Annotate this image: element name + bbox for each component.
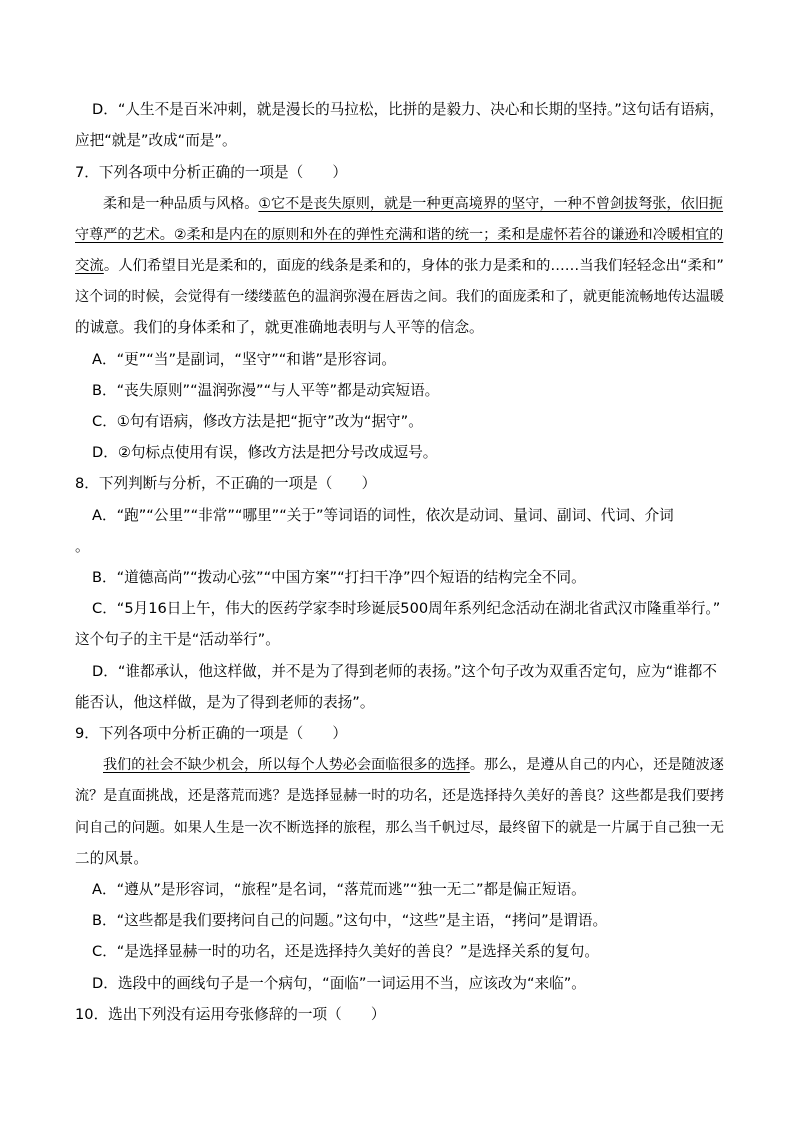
q7-option-c: C．①句有语病，修改方法是把“扼守”改为“据守”。 [92, 413, 423, 430]
q9-underlined-sentence: 我们的社会不缺少机会，所以每个人势必会面临很多的选择 [103, 757, 470, 773]
q8-option-c-line2: 这个句子的主干是“活动举行”。 [75, 631, 280, 648]
q8-option-b: B．“道德高尚”“拨动心弦”“中国方案”“打扫干净”四个短语的结构完全不同。 [92, 569, 586, 586]
q8-option-d-line1: D．“谁都承认，他这样做，并不是为了得到老师的表扬。”这个句子改为双重否定句，应为“谁都不 [92, 663, 717, 680]
q7-option-a: A．“更”“当”是副词，“坚守”“和谐”是形容词。 [92, 351, 396, 368]
q6-option-d-line1: D．“人生不是百米冲刺，就是漫长的马拉松，比拼的是毅力、决心和长期的坚持。”这句话有语病， [92, 101, 724, 118]
q7-passage-line5: 的诚意。我们的身体柔和了，就更准确地表明与人平等的信念。 [75, 319, 484, 336]
q10-stem: 10．选出下列没有运用夸张修辞的一项（ ） [75, 1006, 386, 1023]
q7-passage-line3 [75, 256, 724, 276]
q7-passage-line1 [103, 194, 723, 214]
q7-passage-text: 柔和是一种品质与风格。 [103, 196, 259, 212]
q9-passage-text: 。那么，是遵从自己的内心，还是随波逐 [469, 757, 724, 773]
q7-passage-line2 [75, 225, 723, 245]
q7-passage-line4: 这个词的时候，会觉得有一缕缕蓝色的温润弥漫在唇齿之间。我们的面庞柔和了，就更能流畅地传达温暖 [75, 289, 725, 305]
q6-option-d-line2: 应把“就是”改成“而是”。 [75, 132, 237, 149]
q9-passage-line3: 问自己的问题。如果人生是一次不断选择的旅程，那么当千帆过尽，最终留下的就是一片属于自己独一无 [75, 820, 725, 836]
q8-stem: 8．下列判断与分析，不正确的一项是（ ） [75, 475, 377, 492]
q7-underlined-sentence: 守尊严的艺术。②柔和是内在的原则和外在的弹性充满和谐的统一；柔和是虚怀若谷的谦逊和冷暖相宜的 [75, 227, 724, 243]
q7-option-d: D．②句标点使用有误，修改方法是把分号改成逗号。 [92, 444, 438, 461]
q8-option-c-line1: C．“5月16日上午，伟大的医药学家李时珍诞辰500周年系列纪念活动在湖北省武汉市隆重举行。” [92, 600, 721, 617]
q9-stem: 9．下列各项中分析正确的一项是（ ） [75, 725, 347, 742]
q9-option-c: C．“是选择显赫一时的功名，还是选择持久美好的善良？”是选择关系的复句。 [92, 943, 599, 960]
q7-passage-text: 。人们希望目光是柔和的，面庞的线条是柔和的，身体的张力是柔和的……当我们轻轻念出“柔和” [103, 258, 724, 274]
q9-passage-line1 [103, 755, 724, 775]
q9-passage-line2: 流？是直面挑战，还是落荒而逃？是选择显赫一时的功名，还是选择持久美好的善良？这些都是我们要拷 [75, 788, 725, 804]
q9-option-d: D．选段中的画线句子是一个病句，“面临”一词运用不当，应该改为“来临”。 [92, 975, 586, 992]
q9-option-b: B．“这些都是我们要拷问自己的问题。”这句中，“这些”是主语，“拷问”是谓语。 [92, 912, 608, 929]
q7-option-b: B．“丧失原则”“温润弥漫”“与人平等”都是动宾短语。 [92, 382, 440, 399]
q8-option-d-line2: 能否认，他这样做，是为了得到老师的表扬”。 [75, 694, 375, 711]
q9-passage-line4: 二的风景。 [75, 850, 148, 867]
q8-option-a-line1: A．“跑”“公里”“非常”“哪里”“关于”等词语的词性，依次是动词、量词、副词、代词、介词 [92, 507, 674, 524]
q7-underlined-sentence: ①它不是丧失原则，就是一种更高境界的坚守，一种不曾剑拔弩张，依旧扼 [258, 196, 724, 212]
q9-option-a: A．“遵从”是形容词，“旅程”是名词，“落荒而逃”“独一无二”都是偏正短语。 [92, 881, 586, 898]
q7-underlined-sentence: 交流 [75, 258, 104, 274]
q8-option-a-line2: 。 [75, 538, 90, 555]
q7-stem: 7．下列各项中分析正确的一项是（ ） [75, 164, 347, 181]
